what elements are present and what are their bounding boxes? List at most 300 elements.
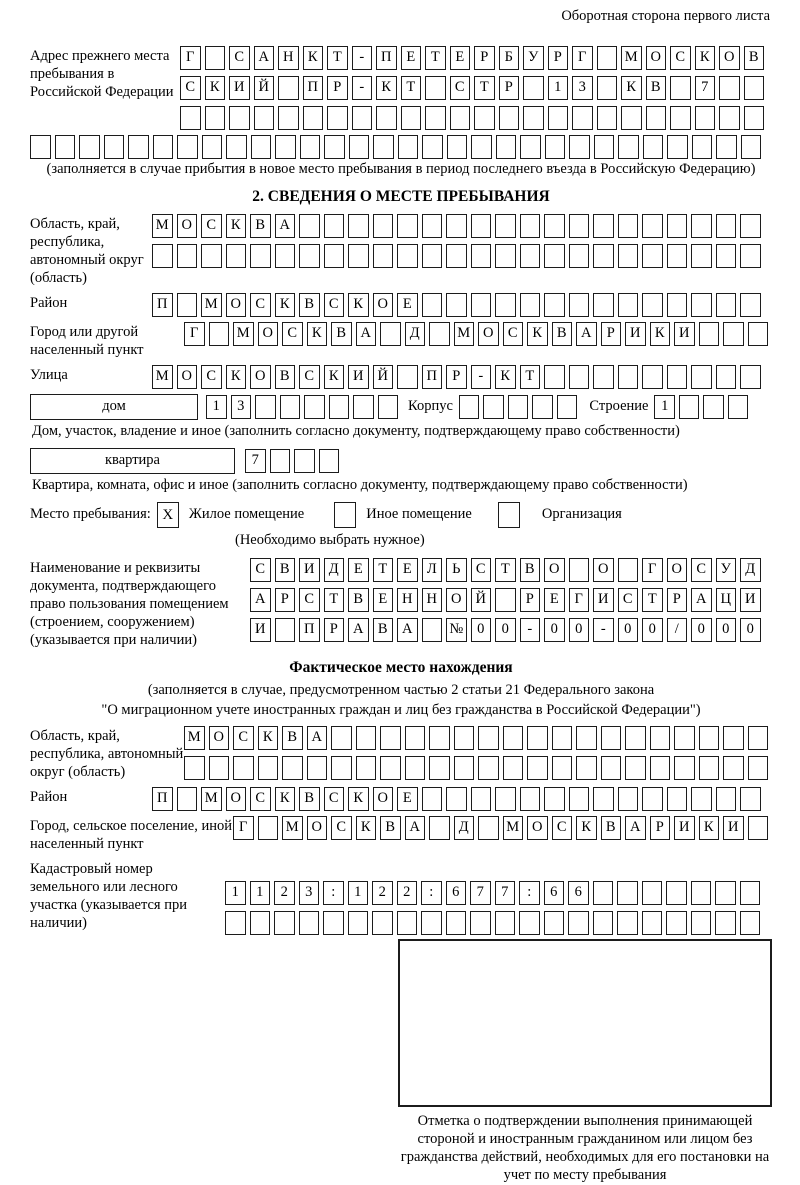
char-cell[interactable]: У [716,558,737,582]
char-cell[interactable] [594,135,615,159]
char-cell[interactable] [691,293,712,317]
char-cell[interactable] [667,135,688,159]
char-cell[interactable] [30,135,51,159]
char-cell[interactable]: И [723,816,744,840]
char-cell[interactable] [691,787,712,811]
char-cell[interactable]: / [667,618,688,642]
char-cell[interactable] [470,911,491,935]
char-cell[interactable]: В [331,322,352,346]
char-cell[interactable]: Т [324,588,345,612]
char-cell[interactable] [646,106,667,130]
char-cell[interactable] [576,726,597,750]
char-cell[interactable] [471,293,492,317]
char-cell[interactable] [376,106,397,130]
char-cell[interactable]: П [422,365,443,389]
char-cell[interactable] [557,395,578,419]
char-cell[interactable] [446,214,467,238]
char-cell[interactable] [380,322,401,346]
char-cell[interactable] [483,395,504,419]
char-cell[interactable] [625,756,646,780]
char-cell[interactable]: 2 [372,881,393,905]
char-cell[interactable]: 7 [695,76,716,100]
char-cell[interactable] [450,106,471,130]
char-cell[interactable] [719,106,740,130]
char-cell[interactable] [740,881,761,905]
char-cell[interactable] [740,365,761,389]
char-cell[interactable]: - [471,365,492,389]
char-cell[interactable] [552,756,573,780]
char-cell[interactable]: 0 [642,618,663,642]
char-cell[interactable] [478,726,499,750]
char-cell[interactable] [495,911,516,935]
char-cell[interactable] [650,726,671,750]
char-cell[interactable] [229,106,250,130]
char-cell[interactable]: 7 [245,449,266,473]
char-cell[interactable] [618,293,639,317]
char-cell[interactable]: Ц [716,588,737,612]
char-cell[interactable] [275,618,296,642]
char-cell[interactable] [621,106,642,130]
char-cell[interactable]: О [593,558,614,582]
char-cell[interactable]: В [380,816,401,840]
char-cell[interactable]: А [307,726,328,750]
char-cell[interactable]: С [450,76,471,100]
char-cell[interactable] [495,588,516,612]
char-cell[interactable]: О [258,322,279,346]
char-cell[interactable] [716,293,737,317]
char-cell[interactable] [274,911,295,935]
char-cell[interactable] [429,816,450,840]
char-cell[interactable] [715,911,736,935]
char-cell[interactable]: Й [373,365,394,389]
char-cell[interactable] [471,214,492,238]
char-cell[interactable] [421,911,442,935]
char-cell[interactable] [258,816,279,840]
char-cell[interactable]: К [695,46,716,70]
char-cell[interactable] [520,787,541,811]
char-cell[interactable]: Л [422,558,443,582]
char-cell[interactable] [618,365,639,389]
char-cell[interactable] [205,106,226,130]
char-cell[interactable] [280,395,301,419]
char-cell[interactable] [202,135,223,159]
char-cell[interactable] [471,787,492,811]
char-cell[interactable]: Г [572,46,593,70]
char-cell[interactable]: К [226,214,247,238]
char-cell[interactable]: : [323,881,344,905]
organization-checkbox[interactable] [498,502,520,528]
char-cell[interactable] [380,726,401,750]
char-cell[interactable]: В [348,588,369,612]
char-cell[interactable]: М [201,787,222,811]
char-cell[interactable] [446,244,467,268]
char-cell[interactable] [352,106,373,130]
char-cell[interactable] [422,214,443,238]
char-cell[interactable] [695,106,716,130]
char-cell[interactable]: М [184,726,205,750]
char-cell[interactable] [618,214,639,238]
char-cell[interactable] [544,787,565,811]
char-cell[interactable] [642,881,663,905]
char-cell[interactable] [177,244,198,268]
char-cell[interactable] [405,756,426,780]
char-cell[interactable]: С [331,816,352,840]
char-cell[interactable]: О [307,816,328,840]
char-cell[interactable] [153,135,174,159]
char-cell[interactable] [569,244,590,268]
char-cell[interactable] [300,135,321,159]
char-cell[interactable] [429,726,450,750]
char-cell[interactable] [496,135,517,159]
char-cell[interactable] [674,726,695,750]
char-cell[interactable] [642,244,663,268]
char-cell[interactable] [642,911,663,935]
char-cell[interactable] [225,911,246,935]
char-cell[interactable] [618,244,639,268]
char-cell[interactable]: С [299,365,320,389]
char-cell[interactable] [716,214,737,238]
char-cell[interactable]: К [258,726,279,750]
char-cell[interactable]: О [250,365,271,389]
char-cell[interactable]: О [177,214,198,238]
char-cell[interactable]: А [397,618,418,642]
char-cell[interactable]: К [376,76,397,100]
char-cell[interactable] [425,76,446,100]
char-cell[interactable]: М [233,322,254,346]
char-cell[interactable] [593,365,614,389]
char-cell[interactable] [447,135,468,159]
char-cell[interactable] [748,322,769,346]
char-cell[interactable] [716,135,737,159]
char-cell[interactable]: - [520,618,541,642]
char-cell[interactable]: К [348,787,369,811]
char-cell[interactable]: Б [499,46,520,70]
char-cell[interactable] [446,293,467,317]
char-cell[interactable] [744,106,765,130]
char-cell[interactable]: А [254,46,275,70]
char-cell[interactable]: О [646,46,667,70]
char-cell[interactable]: 6 [446,881,467,905]
char-cell[interactable]: А [691,588,712,612]
char-cell[interactable] [597,46,618,70]
char-cell[interactable] [569,293,590,317]
char-cell[interactable] [495,787,516,811]
char-cell[interactable] [520,214,541,238]
char-cell[interactable] [294,449,315,473]
char-cell[interactable]: К [495,365,516,389]
char-cell[interactable] [667,214,688,238]
char-cell[interactable]: - [352,76,373,100]
char-cell[interactable] [282,756,303,780]
char-cell[interactable] [601,726,622,750]
char-cell[interactable] [544,911,565,935]
char-cell[interactable] [642,787,663,811]
char-cell[interactable]: М [621,46,642,70]
char-cell[interactable]: В [601,816,622,840]
char-cell[interactable] [593,881,614,905]
char-cell[interactable] [278,106,299,130]
char-cell[interactable] [380,756,401,780]
char-cell[interactable] [349,135,370,159]
char-cell[interactable] [679,395,700,419]
char-cell[interactable]: К [348,293,369,317]
char-cell[interactable] [303,106,324,130]
char-cell[interactable]: И [674,816,695,840]
char-cell[interactable] [740,911,761,935]
char-cell[interactable] [569,558,590,582]
char-cell[interactable] [405,726,426,750]
char-cell[interactable] [205,46,226,70]
char-cell[interactable]: 2 [274,881,295,905]
residential-checkbox[interactable]: X [157,502,179,528]
char-cell[interactable] [572,106,593,130]
char-cell[interactable]: П [152,787,173,811]
char-cell[interactable]: 3 [299,881,320,905]
char-cell[interactable] [255,395,276,419]
char-cell[interactable] [323,911,344,935]
char-cell[interactable] [523,76,544,100]
char-cell[interactable]: А [348,618,369,642]
char-cell[interactable]: Р [520,588,541,612]
char-cell[interactable] [716,787,737,811]
char-cell[interactable]: А [405,816,426,840]
char-cell[interactable] [128,135,149,159]
char-cell[interactable] [499,106,520,130]
char-cell[interactable]: С [324,293,345,317]
char-cell[interactable]: И [348,365,369,389]
char-cell[interactable] [373,135,394,159]
char-cell[interactable]: Ь [446,558,467,582]
char-cell[interactable] [642,293,663,317]
char-cell[interactable]: С [180,76,201,100]
char-cell[interactable]: К [226,365,247,389]
char-cell[interactable]: К [576,816,597,840]
char-cell[interactable] [642,214,663,238]
char-cell[interactable]: 3 [231,395,252,419]
char-cell[interactable]: К [275,787,296,811]
char-cell[interactable]: А [275,214,296,238]
char-cell[interactable] [740,787,761,811]
char-cell[interactable]: И [229,76,250,100]
char-cell[interactable]: П [299,618,320,642]
char-cell[interactable] [454,756,475,780]
char-cell[interactable] [356,756,377,780]
char-cell[interactable]: С [324,787,345,811]
char-cell[interactable]: Т [642,588,663,612]
char-cell[interactable] [568,911,589,935]
char-cell[interactable] [55,135,76,159]
char-cell[interactable] [692,135,713,159]
char-cell[interactable] [397,244,418,268]
char-cell[interactable]: Й [471,588,492,612]
char-cell[interactable]: : [519,881,540,905]
char-cell[interactable] [177,135,198,159]
char-cell[interactable] [545,135,566,159]
char-cell[interactable]: Р [474,46,495,70]
char-cell[interactable] [471,135,492,159]
char-cell[interactable]: А [250,588,271,612]
char-cell[interactable] [748,756,769,780]
char-cell[interactable]: Т [520,365,541,389]
char-cell[interactable]: К [527,322,548,346]
char-cell[interactable] [478,816,499,840]
char-cell[interactable] [748,726,769,750]
char-cell[interactable] [79,135,100,159]
char-cell[interactable]: А [356,322,377,346]
char-cell[interactable] [723,726,744,750]
char-cell[interactable] [180,106,201,130]
char-cell[interactable]: О [209,726,230,750]
char-cell[interactable] [748,816,769,840]
char-cell[interactable] [251,135,272,159]
char-cell[interactable] [740,214,761,238]
char-cell[interactable]: В [299,293,320,317]
char-cell[interactable]: О [226,787,247,811]
char-cell[interactable]: К [621,76,642,100]
char-cell[interactable]: Д [405,322,426,346]
char-cell[interactable] [650,756,671,780]
char-cell[interactable] [716,365,737,389]
char-cell[interactable] [503,726,524,750]
char-cell[interactable]: Е [401,46,422,70]
char-cell[interactable]: В [275,365,296,389]
char-cell[interactable]: В [520,558,541,582]
char-cell[interactable]: К [699,816,720,840]
char-cell[interactable] [744,76,765,100]
char-cell[interactable]: О [446,588,467,612]
char-cell[interactable] [275,135,296,159]
char-cell[interactable]: И [250,618,271,642]
char-cell[interactable] [378,395,399,419]
char-cell[interactable] [699,726,720,750]
char-cell[interactable] [422,244,443,268]
char-cell[interactable] [250,244,271,268]
char-cell[interactable]: А [576,322,597,346]
char-cell[interactable]: Е [373,588,394,612]
char-cell[interactable]: С [471,558,492,582]
char-cell[interactable]: 0 [716,618,737,642]
char-cell[interactable]: О [719,46,740,70]
char-cell[interactable] [454,726,475,750]
char-cell[interactable] [667,365,688,389]
char-cell[interactable] [667,244,688,268]
char-cell[interactable]: Н [278,46,299,70]
char-cell[interactable] [716,244,737,268]
char-cell[interactable] [593,911,614,935]
char-cell[interactable] [519,911,540,935]
char-cell[interactable]: А [625,816,646,840]
char-cell[interactable]: С [229,46,250,70]
char-cell[interactable] [270,449,291,473]
char-cell[interactable]: - [593,618,614,642]
char-cell[interactable]: О [667,558,688,582]
char-cell[interactable] [495,244,516,268]
char-cell[interactable] [667,787,688,811]
char-cell[interactable] [527,756,548,780]
char-cell[interactable]: Т [474,76,495,100]
char-cell[interactable]: 1 [250,881,271,905]
char-cell[interactable]: И [740,588,761,612]
char-cell[interactable] [741,135,762,159]
char-cell[interactable]: М [152,365,173,389]
char-cell[interactable] [527,726,548,750]
char-cell[interactable] [299,244,320,268]
char-cell[interactable]: Е [450,46,471,70]
char-cell[interactable] [618,135,639,159]
char-cell[interactable] [324,244,345,268]
char-cell[interactable]: О [544,558,565,582]
char-cell[interactable] [569,365,590,389]
char-cell[interactable]: Е [544,588,565,612]
char-cell[interactable]: С [201,365,222,389]
char-cell[interactable]: - [352,46,373,70]
char-cell[interactable]: 3 [572,76,593,100]
char-cell[interactable] [601,756,622,780]
char-cell[interactable] [617,881,638,905]
char-cell[interactable]: 0 [691,618,712,642]
char-cell[interactable] [233,756,254,780]
char-cell[interactable] [544,214,565,238]
char-cell[interactable]: Г [184,322,205,346]
char-cell[interactable] [699,322,720,346]
char-cell[interactable] [372,911,393,935]
char-cell[interactable]: Т [327,46,348,70]
char-cell[interactable] [625,726,646,750]
char-cell[interactable]: О [478,322,499,346]
char-cell[interactable] [569,214,590,238]
char-cell[interactable]: Д [324,558,345,582]
char-cell[interactable]: Р [667,588,688,612]
char-cell[interactable] [401,106,422,130]
char-cell[interactable] [740,244,761,268]
char-cell[interactable]: 6 [544,881,565,905]
char-cell[interactable] [373,244,394,268]
char-cell[interactable]: Е [348,558,369,582]
char-cell[interactable] [459,395,480,419]
char-cell[interactable]: П [303,76,324,100]
char-cell[interactable] [548,106,569,130]
char-cell[interactable] [348,244,369,268]
char-cell[interactable] [478,756,499,780]
char-cell[interactable] [209,322,230,346]
char-cell[interactable]: Р [650,816,671,840]
char-cell[interactable] [226,244,247,268]
char-cell[interactable] [666,881,687,905]
char-cell[interactable]: К [356,816,377,840]
char-cell[interactable] [670,76,691,100]
char-cell[interactable]: С [201,214,222,238]
char-cell[interactable]: С [670,46,691,70]
char-cell[interactable] [503,756,524,780]
char-cell[interactable] [446,911,467,935]
char-cell[interactable]: 7 [495,881,516,905]
char-cell[interactable] [495,214,516,238]
char-cell[interactable] [691,214,712,238]
char-cell[interactable]: Т [425,46,446,70]
char-cell[interactable]: Й [254,76,275,100]
char-cell[interactable] [329,395,350,419]
char-cell[interactable] [520,244,541,268]
char-cell[interactable] [177,293,198,317]
char-cell[interactable]: Р [548,46,569,70]
char-cell[interactable]: Г [233,816,254,840]
char-cell[interactable]: С [503,322,524,346]
char-cell[interactable] [348,214,369,238]
char-cell[interactable] [177,787,198,811]
char-cell[interactable]: 1 [548,76,569,100]
char-cell[interactable] [319,449,340,473]
char-cell[interactable] [226,135,247,159]
